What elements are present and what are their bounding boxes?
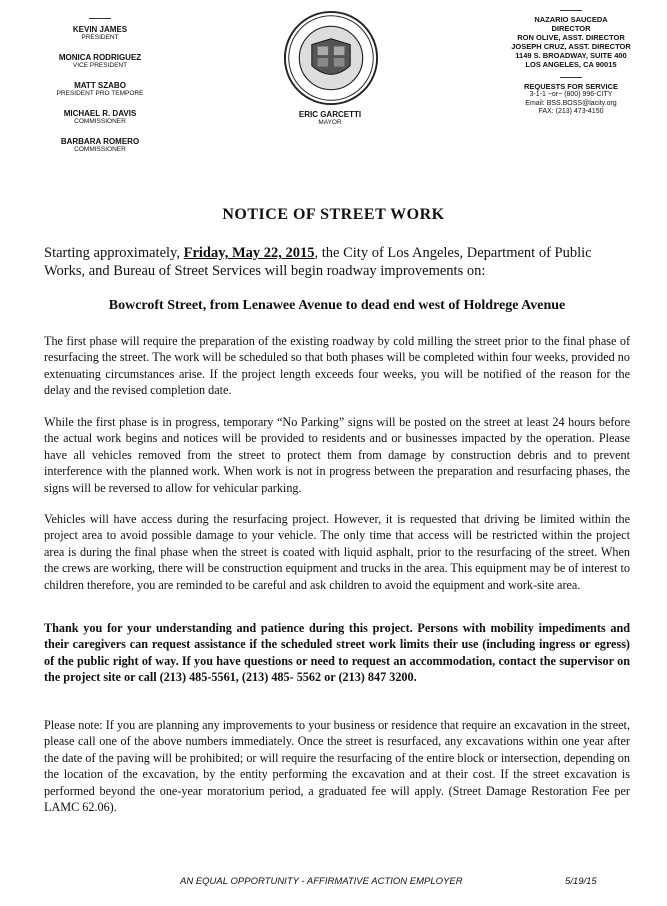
paragraph-phases: The first phase will require the preparation of the existing roadway by cold milling the street prior to the final phase of resurfacing the street. The work will be scheduled so that both phases will be completed within four weeks, provided no extenuating circumstances arise. If the project length exceeds four weeks, you will be notified of the reason for the delay and the revised completion date. [44,334,630,398]
city-seal-icon [283,10,379,106]
officer [44,109,156,126]
officer-title: COMMISSIONER [74,146,126,153]
street-location: Bowcroft Street, from Lenawee Avenue to dead end west of Holdrege Avenue [108,298,566,313]
board-officers [44,18,156,165]
director-title: DIRECTOR [551,24,591,33]
officer-title: VICE PRESIDENT [72,62,128,69]
officer-name: MICHAEL R. DAVIS [63,109,137,118]
paragraph-parking: While the first phase is in progress, temporary “No Parking” signs will be posted on the street at least 24 hours before the actual work begins and notices will be provided to residents and or businesses impacted by the operation. Please have all vehicles removed from the street to protect them from damage by construction debris and to prevent interference with the planned work. When work is not in progress between the preparation and resurfacing phases, the signs will be reversed to allow for vehicular parking. [44,415,630,495]
paragraph-access: Vehicles will have access during the resurfacing project. However, it is requested that driving be limited within the project area to avoid possible damage to your vehicle. The only time that access will be restricted within the project area is during the final phase when the street is coated with liquid asphalt, prior to the resurfacing of the street. When the crews are working, there will be construction equipment and trucks in the area. This equipment may be of interest to children therefore, you are reminded to be careful and ask children to avoid the equipment and work-site area. [44,512,630,592]
fax: FAX: (213) 473-4150 [538,108,604,115]
address-line: LOS ANGELES, CA 90015 [525,60,617,69]
paragraph-contact: Thank you for your understanding and patience during this project. Persons with mobility impediments and their caregivers can request assistance if the scheduled street work limits their use (including ingress or egress) of the public right of way. If you have questions or need to request an accommodation, contact the supervisor on the project site or call (213) 485-5561, (213) 485- 5562 or (213) 847 3200. [44,621,630,685]
officer [44,25,156,42]
phone: 3-1-1 ~or~ (800) 996-CITY [529,91,613,98]
officer-title: COMMISSIONER [74,118,126,125]
officer-title: PRESIDENT PRO TEMPORE [56,90,144,97]
notice-title: NOTICE OF STREET WORK [222,206,445,223]
bureau-info [496,10,646,117]
divider [89,18,111,19]
paragraph-excavation: Please note: If you are planning any improvements to your business or residence that require an excavation in the street, please call one of the above numbers immediately. Once the street is resurfaced, any excavations within one year after the date of the paving will be prohibited; or will require the resurfacing of the entire block or intersection, depending on the location of the excavation, by the entity performing the excavation and at their cost. If the street excavation is performed beyond the one-year moratorium period, a graduated fee will apply. (Street Damage Restoration Fee per LAMC 62.06). [44,718,630,815]
email: Email: BSS.BOSS@lacity.org [525,99,617,107]
officer-title: PRESIDENT [81,34,119,41]
asst-director: RON OLIVE, ASST. DIRECTOR [517,33,625,42]
address-line: 1149 S. BROADWAY, SUITE 400 [515,51,627,60]
officer [44,137,156,154]
mayor-block [270,110,390,127]
officer-name: MATT SZABO [74,81,126,90]
officer [44,53,156,70]
officer [44,81,156,98]
divider [560,77,582,78]
officer-name: BARBARA ROMERO [60,137,140,146]
intro-text: , the City of Los Angeles, Department of Public Works, and Bureau of Street Services will begin roadway improvements on: [44,245,592,279]
footer-eoe: AN EQUAL OPPORTUNITY - AFFIRMATIVE ACTION EMPLOYER [180,876,463,887]
intro-text: Starting approximately, [44,245,184,261]
officer-name: KEVIN JAMES [72,25,128,34]
mayor-name: ERIC GARCETTI [298,110,362,119]
footer-date: 5/19/15 [565,876,597,887]
asst-director: JOSEPH CRUZ, ASST. DIRECTOR [511,42,631,51]
start-date: Friday, May 22, 2015 [183,245,315,261]
officer-name: MONICA RODRIGUEZ [58,53,142,62]
director-name: NAZARIO SAUCEDA [534,15,608,24]
divider [560,10,582,11]
requests-label: REQUESTS FOR SERVICE [523,82,619,91]
mayor-title: MAYOR [318,119,342,126]
notice-intro [44,244,630,280]
